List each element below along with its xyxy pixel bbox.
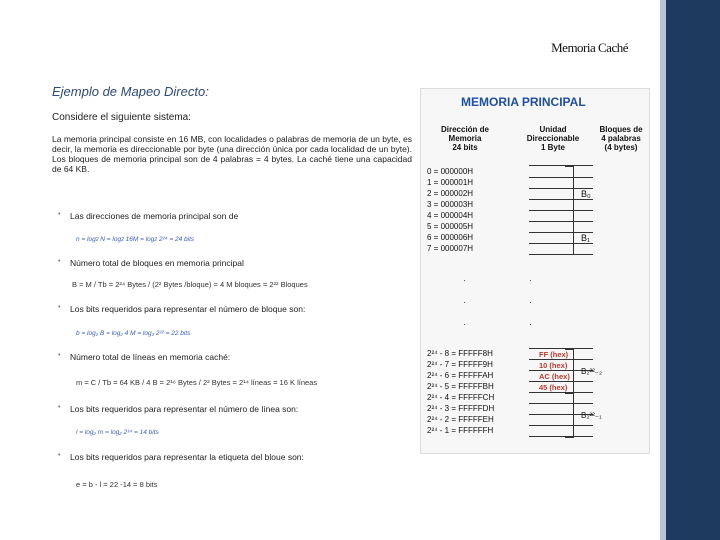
block-label-second-last: B₂²²₋₂ (581, 367, 603, 376)
address-row: 2²⁴ - 7 = FFFFF9H (427, 360, 493, 369)
memory-cell-border (529, 436, 593, 437)
memory-cell-border (529, 403, 593, 404)
address-row: 2²⁴ - 2 = FFFFFEH (427, 415, 494, 424)
memory-cell-border (529, 165, 593, 166)
address-row: 2²⁴ - 8 = FFFFF8H (427, 349, 493, 358)
description-text: La memoria principal consiste en 16 MB, con localidades o palabras de memoria de un byte, es decir, la memoria es direccionable por byte (una dirección única por cada localidad de un byte). Los bloques de memoria principal son de 4 palabras = 4 bytes. La caché tiene una capacidad de 64 KB. (52, 134, 412, 174)
hex-value: 45 (hex) (539, 383, 568, 392)
formula-address-bits: n = log2 N = log2 16M = log2 2²⁴ = 24 bits (76, 236, 195, 243)
address-row: 2²⁴ - 4 = FFFFFCH (427, 393, 495, 402)
column-header-unit: Unidad Direccionable 1 Byte (526, 125, 580, 152)
address-row: 5 = 000005H (427, 222, 474, 231)
bullet-text: Las direcciones de memoria principal son de (70, 211, 239, 221)
slide-title: Memoria Caché (551, 40, 628, 55)
formula-tag-bits: e = b - l = 22 -14 = 8 bits (76, 480, 158, 489)
body-text (52, 112, 412, 174)
slide-sidebar (666, 0, 720, 540)
ellipsis-dot: · (529, 275, 532, 285)
address-row: 4 = 000004H (427, 211, 474, 220)
ellipsis-dot: · (463, 275, 466, 285)
address-row: 0 = 000000H (427, 167, 474, 176)
hex-value: FF (hex) (539, 350, 569, 359)
memory-cell-border (529, 254, 593, 255)
block-brace (565, 349, 574, 394)
memory-cell-border (529, 392, 593, 393)
address-row: 2²⁴ - 6 = FFFFFAH (427, 371, 494, 380)
address-row: 2 = 000002H (427, 189, 474, 198)
block-label-b0: B₀ (581, 189, 591, 199)
block-label-last: B₂²²₋₁ (581, 411, 602, 420)
memory-cell-border (529, 348, 593, 349)
column-header-address: Dirección de Memoria 24 bits (440, 125, 489, 152)
bullet-text: Los bits requeridos para representar la etiqueta del bloue son: (70, 452, 304, 462)
figure-title: MEMORIA PRINCIPAL (461, 95, 586, 109)
memory-cell-border (529, 177, 593, 178)
memory-cell-border (529, 221, 593, 222)
address-row: 7 = 000007H (427, 244, 474, 253)
formula-total-blocks: B = M / Tb = 2²⁴ Bytes / (2² Bytes /bloque) = 4 M bloques = 2²² Bloques (72, 280, 308, 289)
hex-value: AC (hex) (539, 372, 570, 381)
ellipsis-dot: · (529, 319, 532, 329)
address-row: 6 = 000006H (427, 233, 474, 242)
address-row: 2²⁴ - 1 = FFFFFFH (427, 426, 494, 435)
bullet-text: Número total de líneas en memoria caché: (70, 352, 231, 362)
memory-cell-border (529, 199, 593, 200)
block-label-b1: B₁ (581, 233, 591, 243)
formula-line-bits: l = log₂ m = log₂ 2¹⁴ = 14 bits (76, 429, 159, 436)
bullet-text: Los bits requeridos para representar el número de línea son: (70, 404, 299, 414)
bullet-text: Los bits requeridos para representar el número de bloque son: (70, 304, 306, 314)
ellipsis-dot: · (463, 319, 466, 329)
hex-value: 10 (hex) (539, 361, 568, 370)
block-brace (565, 393, 574, 438)
example-title: Ejemplo de Mapeo Directo: (52, 84, 209, 99)
bullet-dot: • (58, 352, 61, 359)
bullet-dot: • (58, 211, 61, 218)
block-brace (565, 166, 574, 211)
bullet-dot: • (58, 304, 61, 311)
memory-cell-border (529, 210, 593, 211)
ellipsis-dot: · (463, 297, 466, 307)
memory-cell-border (529, 243, 593, 244)
address-row: 1 = 000001H (427, 178, 474, 187)
address-row: 3 = 000003H (427, 200, 474, 209)
memory-cell-border (529, 381, 593, 382)
address-row: 2²⁴ - 5 = FFFFFBH (427, 382, 494, 391)
bullet-dot: • (58, 452, 61, 459)
bullet-dot: • (58, 404, 61, 411)
memory-cell-border (529, 359, 593, 360)
memory-cell-border (529, 425, 593, 426)
bullet-text: Número total de bloques en memoria principal (70, 258, 244, 268)
intro-text: Considere el siguiente sistema: (52, 112, 191, 123)
block-brace (565, 210, 574, 255)
formula-block-bits: b = log₂ B = log₂ 4 M = log₂ 2²² = 22 bits (76, 330, 191, 337)
bullet-dot: • (58, 258, 61, 265)
formula-cache-lines: m = C / Tb = 64 KB / 4 B = 2¹⁶ Bytes / 2² Bytes = 2¹⁴ líneas = 16 K líneas (76, 378, 318, 387)
address-row: 2²⁴ - 3 = FFFFFDH (427, 404, 495, 413)
ellipsis-dot: · (529, 297, 532, 307)
column-header-blocks: Bloques de 4 palabras (4 bytes) (599, 125, 643, 152)
main-memory-figure (420, 88, 650, 454)
